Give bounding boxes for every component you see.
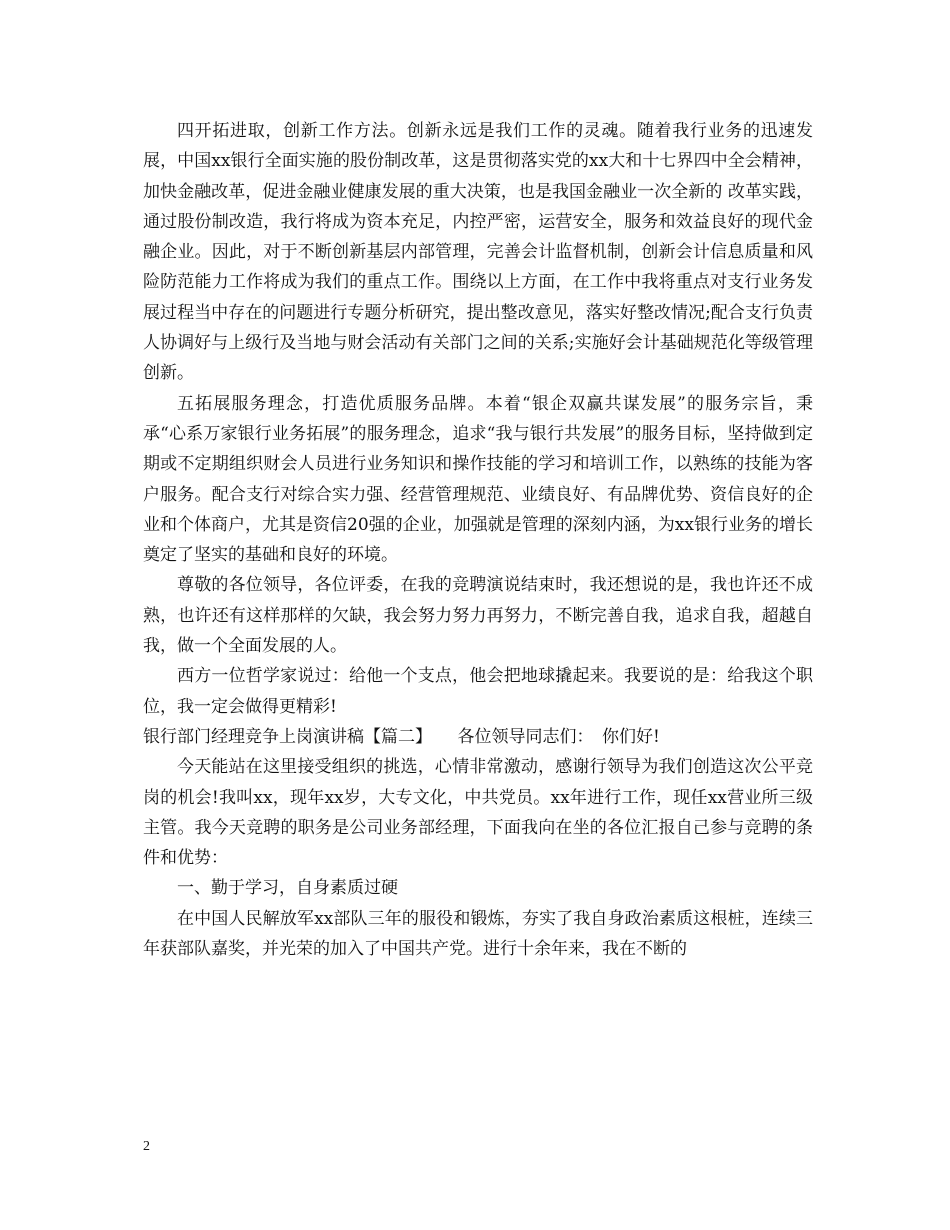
- paragraph-closing: 尊敬的各位领导，各位评委，在我的竞聘演说结束时，我还想说的是，我也许还不成熟，也许还有这样那样的欠缺，我会努力努力再努力，不断完善自我，追求自我，超越自我，做一个全面发展的人。: [143, 575, 813, 657]
- section-heading-part-two: 银行部门经理竞争上岗演讲稿【篇二】 各位领导同志们： 你们好!: [143, 726, 660, 747]
- paragraph-introduction: 今天能站在这里接受组织的挑选，心情非常激动，感谢行领导为我们创造这次公平竞岗的机会!我叫xx，现年xx岁，大专文化，中共党员。xx年进行工作，现任xx营业所三级主管。我今天竞聘的职务是公司业务部经理，下面我向在坐的各位汇报自己参与竞聘的条件和优势：: [143, 757, 813, 869]
- paragraph-service: 五拓展服务理念，打造优质服务品牌。本着“银企双赢共谋发展”的服务宗旨，秉承“心系万家银行业务拓展”的服务理念，追求“我与银行共发展”的服务目标，坚持做到定期或不定期组织财会人员进行业务知识和操作技能的学习和培训工作，以熟练的技能为客户服务。配合支行对综合实力强、经营管理规范、业绩良好、有品牌优势、资信良好的企业和个体商户，尤其是资信20强的企业，加强就是管理的深刻内涵，为xx银行业务的增长奠定了坚实的基础和良好的环境。: [143, 393, 813, 566]
- document-body: [143, 116, 813, 964]
- page-number: 2: [143, 1139, 150, 1154]
- paragraph-philosopher: 西方一位哲学家说过：给他一个支点，他会把地球撬起来。我要说的是：给我这个职位，我一定会做得更精彩!: [143, 666, 813, 717]
- paragraph-innovation: 四开拓进取，创新工作方法。创新永远是我们工作的灵魂。随着我行业务的迅速发展，中国xx银行全面实施的股份制改革，这是贯彻落实党的xx大和十七界四中全会精神，加快金融改革，促进金融业健康发展的重大决策，也是我国金融业一次全新的 改革实践，通过股份制改造，我行将成为资本充足，内控严密，运营安全，服务和效益良好的现代金融企业。因此，对于不断创新基层内部管理，完善会计监督机制，创新会计信息质量和风险防范能力工作将成为我们的重点工作。围绕以上方面，在工作中我将重点对支行业务发展过程当中存在的问题进行专题分析研究，提出整改意见，落实好整改情况;配合支行负责人协调好与上级行及当地与财会活动有关部门之间的关系;实施好会计基础规范化等级管理创新。: [143, 121, 813, 384]
- paragraph-military-service: 在中国人民解放军xx部队三年的服役和锻炼，夯实了我自身政治素质这根桩，连续三年获部队嘉奖，并光荣的加入了中国共产党。进行十余年来，我在不断的: [143, 908, 813, 960]
- subheading-study: 一、勤于学习，自身素质过硬: [177, 878, 398, 899]
